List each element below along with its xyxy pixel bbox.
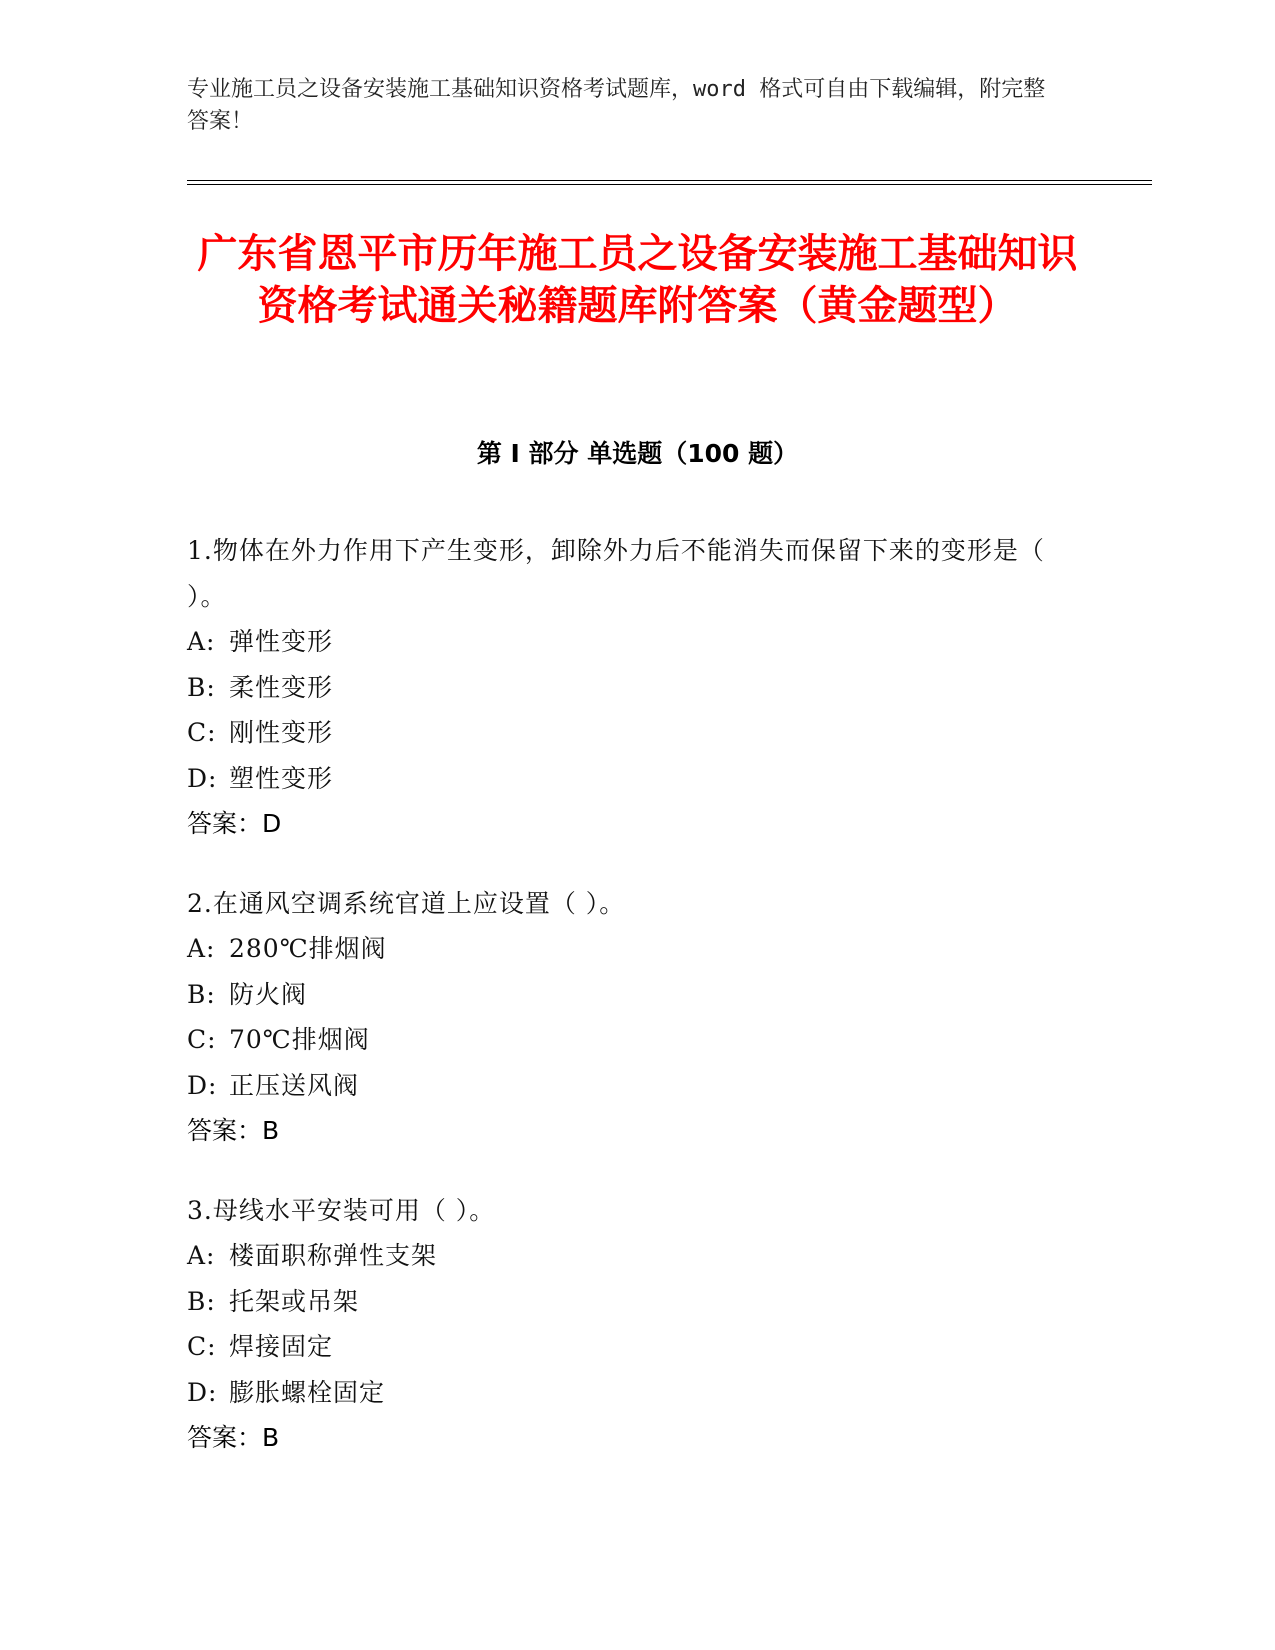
section-heading: 第 I 部分 单选题（100 题）: [476, 439, 799, 468]
option-text: 刚性变形: [229, 718, 334, 747]
option-key: C:: [187, 718, 217, 747]
option-b: [187, 1279, 1067, 1325]
option-text: 280℃排烟阀: [229, 934, 387, 963]
option-key: B:: [187, 979, 216, 1009]
option-key: D:: [187, 1377, 218, 1407]
question-list: [187, 528, 1067, 1495]
option-key: B:: [187, 1286, 216, 1316]
question-3: [187, 1188, 1067, 1461]
option-key: C:: [187, 1332, 217, 1361]
option-d: [187, 1370, 1067, 1416]
option-a: [187, 1233, 1067, 1279]
answer-label: 答案：B: [187, 1423, 280, 1452]
option-key: D:: [187, 763, 218, 793]
option-text: 楼面职称弹性支架: [229, 1241, 438, 1270]
option-a: [187, 926, 1067, 972]
option-a: [187, 619, 1067, 665]
header-note: 专业施工员之设备安装施工基础知识资格考试题库，word 格式可自由下载编辑，附完整答案！: [187, 77, 1046, 134]
option-text: 塑性变形: [229, 763, 334, 793]
question-1: [187, 528, 1067, 847]
option-key: D:: [187, 1070, 218, 1100]
option-key: C:: [187, 1025, 217, 1054]
option-key: A:: [187, 1241, 216, 1270]
question-2: [187, 881, 1067, 1154]
option-b: [187, 972, 1067, 1018]
document-title: 广东省恩平市历年施工员之设备安装施工基础知识资格考试通关秘籍题库附答案（黄金题型）: [197, 230, 1078, 329]
option-text: 弹性变形: [229, 627, 334, 656]
option-c: [187, 710, 1067, 756]
option-text: 焊接固定: [229, 1332, 334, 1361]
option-text: 防火阀: [229, 979, 308, 1009]
option-text: 膨胀螺栓固定: [229, 1377, 386, 1407]
option-text: 托架或吊架: [229, 1286, 360, 1316]
option-text: 柔性变形: [229, 672, 334, 702]
answer-label: 答案：B: [187, 1116, 280, 1145]
option-d: [187, 1063, 1067, 1109]
header-divider: [187, 180, 1152, 185]
option-key: A:: [187, 627, 216, 656]
option-d: [187, 756, 1067, 802]
question-stem: 3.母线水平安装可用（ ）。: [187, 1195, 496, 1225]
option-c: [187, 1324, 1067, 1370]
option-key: B:: [187, 672, 216, 702]
answer-label: 答案：D: [187, 809, 282, 838]
question-stem: 2.在通风空调系统官道上应设置（ ）。: [187, 888, 626, 918]
option-text: 正压送风阀: [229, 1070, 360, 1100]
question-stem: 1.物体在外力作用下产生变形，卸除外力后不能消失而保留下来的变形是（ ）。: [187, 536, 1045, 611]
option-b: [187, 665, 1067, 711]
option-c: [187, 1017, 1067, 1063]
option-key: A:: [187, 934, 216, 963]
option-text: 70℃排烟阀: [229, 1025, 370, 1054]
